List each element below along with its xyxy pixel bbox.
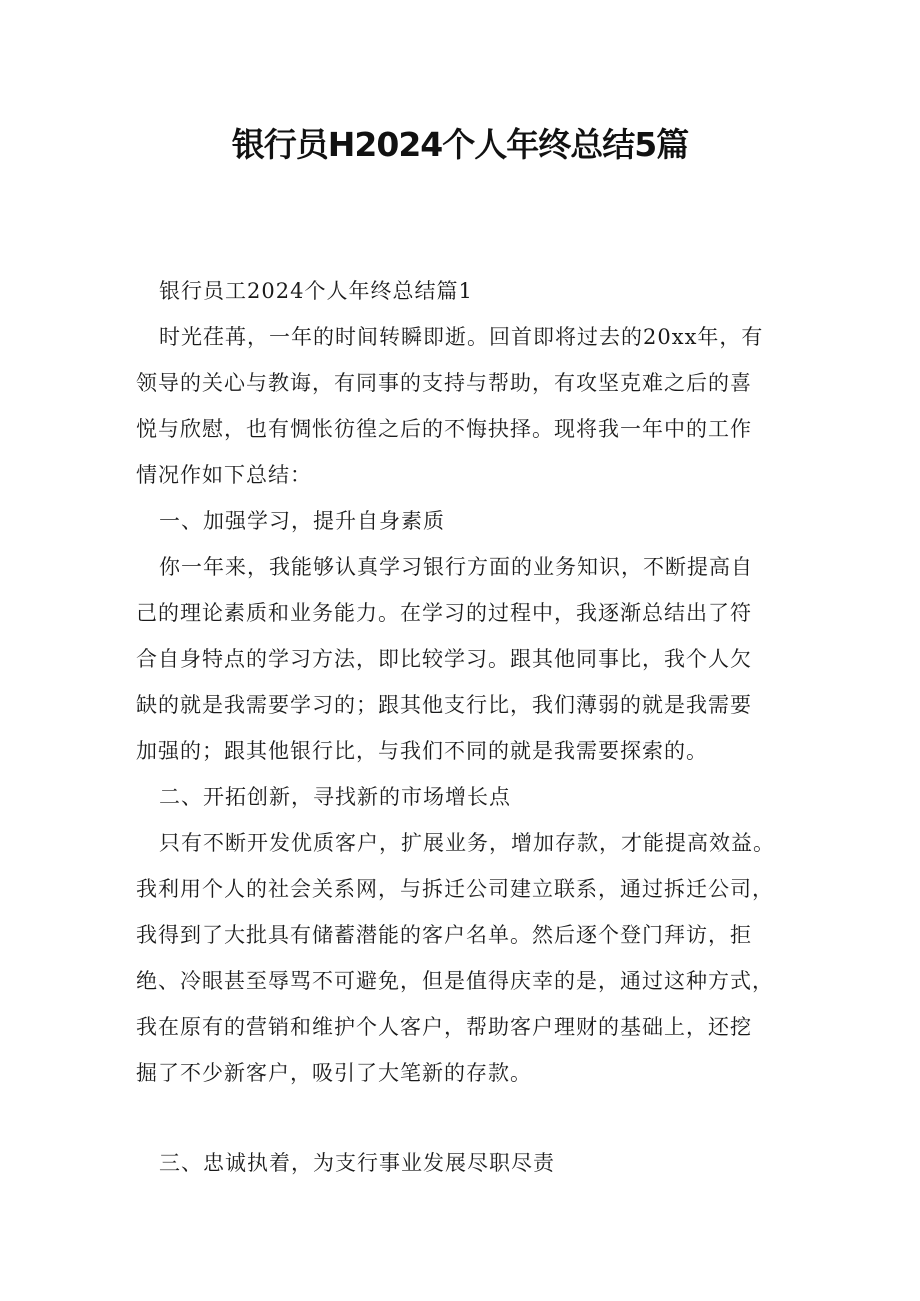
paragraph-line: 我在原有的营销和维护个人客户，帮助客户理财的基础上，还挖	[136, 1015, 752, 1039]
paragraph-line: 我利用个人的社会关系网，与拆迁公司建立联系，通过拆迁公司，	[136, 877, 774, 901]
subheading-study: 一、加强学习，提升自身素质	[159, 509, 445, 533]
subheading-loyalty: 三、忠诚执着，为支行事业发展尽职尽责	[159, 1151, 555, 1175]
document-body-lower	[136, 1140, 796, 1186]
paragraph-line: 掘了不少新客户，吸引了大笔新的存款。	[136, 1061, 532, 1085]
paragraph-line: 绝、冷眼甚至辱骂不可避免，但是值得庆幸的是，通过这种方式，	[136, 969, 774, 993]
intro-line: 时光荏苒，一年的时间转瞬即逝。回首即将过去的20xx年，有	[159, 325, 764, 349]
document-title: 银行员H2024个人年终总结5篇	[231, 125, 689, 164]
paragraph-line: 缺的就是我需要学习的；跟其他支行比，我们薄弱的就是我需要	[136, 693, 752, 717]
intro-line: 领导的关心与教诲，有同事的支持与帮助，有攻坚克难之后的喜	[136, 371, 752, 395]
paragraph-line: 己的理论素质和业务能力。在学习的过程中，我逐渐总结出了符	[136, 601, 752, 625]
paragraph-line: 你一年来，我能够认真学习银行方面的业务知识，不断提高自	[159, 555, 753, 579]
paragraph-line: 只有不断开发优质客户，扩展业务，增加存款，才能提高效益。	[159, 831, 775, 855]
document-body	[136, 268, 796, 1096]
intro-line: 悦与欣慰，也有惆怅彷徨之后的不悔抉择。现将我一年中的工作	[136, 417, 752, 441]
paragraph-line: 我得到了大批具有储蓄潜能的客户名单。然后逐个登门拜访，拒	[136, 923, 752, 947]
intro-line: 情况作如下总结：	[136, 463, 312, 487]
paragraph-line: 加强的；跟其他银行比，与我们不同的就是我需要探索的。	[136, 739, 708, 763]
subheading-innovation: 二、开拓创新，寻找新的市场增长点	[159, 785, 511, 809]
paragraph-line: 合自身特点的学习方法，即比较学习。跟其他同事比，我个人欠	[136, 647, 752, 671]
section-heading: 银行员工2024个人年终总结篇1	[159, 279, 473, 303]
